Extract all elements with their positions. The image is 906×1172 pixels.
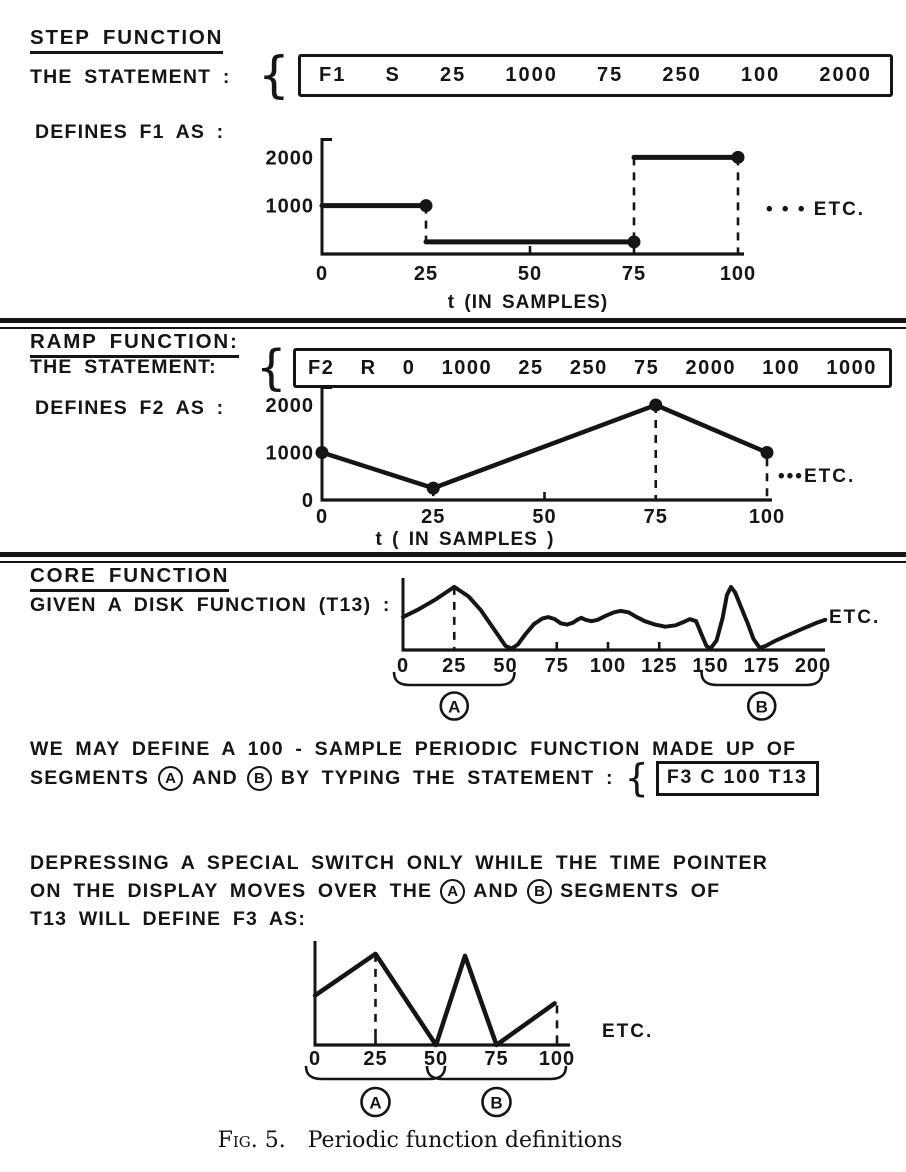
x-tick-label: 0 xyxy=(315,506,329,528)
step-section-title xyxy=(30,26,223,50)
depressing-line2-post: SEGMENTS OF xyxy=(560,879,721,902)
f2-token: 1000 xyxy=(441,356,493,379)
t13-disk-function-svg xyxy=(385,573,906,723)
f1-token: 2000 xyxy=(819,64,872,86)
etc-label: •••ETC. xyxy=(778,466,856,487)
section-divider xyxy=(0,318,906,329)
f2-token: R xyxy=(360,356,377,379)
x-tick-label: 100 xyxy=(538,1048,576,1070)
etc-label: • • • ETC. xyxy=(766,199,866,220)
f1-token: 75 xyxy=(597,64,624,86)
f2-token: 0 xyxy=(402,356,416,379)
x-tick-label: 100 xyxy=(719,263,757,285)
y-tick-label: 2000 xyxy=(265,147,314,170)
x-tick-label: 50 xyxy=(493,655,518,677)
disk-function-label: GIVEN A DISK FUNCTION (T13) : xyxy=(30,594,391,616)
we-may-define-line2 xyxy=(30,758,819,798)
f3-periodic-chart xyxy=(280,933,700,1125)
f1-token: S xyxy=(385,64,401,86)
etc-label: ETC. xyxy=(829,607,881,628)
we-may-line2-mid: AND xyxy=(192,766,238,789)
we-may-line2-pre: SEGMENTS xyxy=(30,766,150,789)
f2-token: 25 xyxy=(518,356,544,379)
y-tick-label: 1000 xyxy=(265,442,314,465)
depressing-line1: DEPRESSING A SPECIAL SWITCH ONLY WHILE THE TIME POINTER xyxy=(30,852,769,874)
f2-token: 250 xyxy=(569,356,608,379)
x-tick-label: 0 xyxy=(308,1048,322,1070)
depressing-line2-pre: ON THE DISPLAY MOVES OVER THE xyxy=(30,879,433,902)
f2-token: 2000 xyxy=(685,356,737,379)
x-tick-label: 100 xyxy=(748,506,786,528)
defines-f2-label: DEFINES F2 AS : xyxy=(35,397,225,419)
etc-label: ETC. xyxy=(602,1021,654,1042)
x-tick-label: 25 xyxy=(421,506,446,528)
depressing-line2-mid: AND xyxy=(473,879,520,902)
f1-statement-box xyxy=(298,54,893,97)
x-tick-label: 50 xyxy=(532,506,557,528)
x-tick-label: 50 xyxy=(517,263,543,285)
f1-step-svg xyxy=(180,132,906,316)
f2-token: 1000 xyxy=(826,356,877,379)
x-tick-label: 150 xyxy=(692,655,729,677)
f1-token: 250 xyxy=(662,64,702,86)
x-tick-label: 0 xyxy=(315,263,329,285)
segment-label-letter: A xyxy=(369,1093,382,1113)
data-point xyxy=(761,446,774,459)
core-section-title xyxy=(30,564,229,588)
x-tick-label: 100 xyxy=(589,655,627,677)
f1-token: 100 xyxy=(740,64,781,86)
y-tick-label: 0 xyxy=(301,490,314,512)
circled-a-symbol: A xyxy=(158,766,183,791)
x-tick-label: 200 xyxy=(794,655,832,677)
segment-label-letter: B xyxy=(490,1093,503,1113)
f2-token: 100 xyxy=(762,356,801,379)
data-point xyxy=(316,446,329,459)
step-section-title-text: STEP FUNCTION xyxy=(30,26,223,54)
ramp-statement-label: THE STATEMENT: xyxy=(30,356,217,378)
data-curve xyxy=(403,587,825,649)
f2-ramp-svg xyxy=(180,380,906,552)
open-curly-brace: { xyxy=(258,46,290,104)
x-tick-label: 25 xyxy=(363,1048,388,1070)
f3-statement-box: F3 C 100 T13 xyxy=(656,761,819,796)
step-statement-label: THE STATEMENT : xyxy=(30,66,231,88)
segment-label-letter: A xyxy=(448,697,461,717)
open-curly-brace: { xyxy=(624,756,649,800)
x-tick-label: 25 xyxy=(413,263,439,285)
we-may-define-line1: WE MAY DEFINE A 100 - SAMPLE PERIODIC FUNCTION MADE UP OF xyxy=(30,738,797,760)
figure-number: Fig. 5. xyxy=(217,1128,286,1153)
x-axis-label: t ( IN SAMPLES ) xyxy=(375,529,555,550)
circled-a-symbol: A xyxy=(440,879,465,904)
x-tick-label: 175 xyxy=(743,655,780,677)
x-tick-label: 0 xyxy=(396,655,410,677)
f2-token: 75 xyxy=(634,356,660,379)
segment-label-letter: B xyxy=(755,697,768,717)
x-axis-label: t (IN SAMPLES) xyxy=(447,292,609,313)
f3-periodic-svg xyxy=(280,933,700,1125)
circled-b-symbol: B xyxy=(527,879,552,904)
y-tick-label: 2000 xyxy=(265,395,314,417)
ramp-section-title xyxy=(30,330,239,354)
circled-b-symbol: B xyxy=(247,766,272,791)
data-curve xyxy=(322,405,767,488)
depressing-line2 xyxy=(30,876,720,906)
x-tick-label: 25 xyxy=(442,655,467,677)
y-tick-label: 1000 xyxy=(265,195,314,218)
data-point xyxy=(732,151,745,164)
x-tick-label: 75 xyxy=(484,1048,509,1070)
f1-token: 25 xyxy=(439,64,467,86)
open-curly-brace: { xyxy=(256,340,287,396)
defines-f1-label: DEFINES F1 AS : xyxy=(35,121,225,143)
data-point xyxy=(427,482,440,495)
data-point xyxy=(420,199,433,212)
t13-disk-function-chart xyxy=(385,573,906,723)
x-tick-label: 75 xyxy=(643,506,668,528)
x-tick-label: 75 xyxy=(621,263,647,285)
data-curve xyxy=(315,954,555,1045)
section-divider xyxy=(0,552,906,563)
core-section-title-text: CORE FUNCTION xyxy=(30,564,229,592)
ramp-section-title-text: RAMP FUNCTION: xyxy=(30,330,239,358)
data-point xyxy=(628,235,641,248)
f1-token: F1 xyxy=(319,64,347,86)
figure-caption-text: Periodic function definitions xyxy=(307,1128,623,1153)
f2-token: F2 xyxy=(308,356,335,379)
figure-caption xyxy=(0,1128,840,1153)
f2-ramp-chart xyxy=(180,380,906,552)
we-may-line2-post: BY TYPING THE STATEMENT : xyxy=(280,766,614,789)
depressing-line3: T13 WILL DEFINE F3 AS: xyxy=(30,908,307,930)
x-tick-label: 50 xyxy=(423,1048,449,1070)
data-point xyxy=(649,399,662,412)
f1-token: 1000 xyxy=(505,64,558,86)
x-tick-label: 125 xyxy=(641,655,678,677)
f1-step-chart xyxy=(180,132,906,316)
x-tick-label: 75 xyxy=(544,655,569,677)
